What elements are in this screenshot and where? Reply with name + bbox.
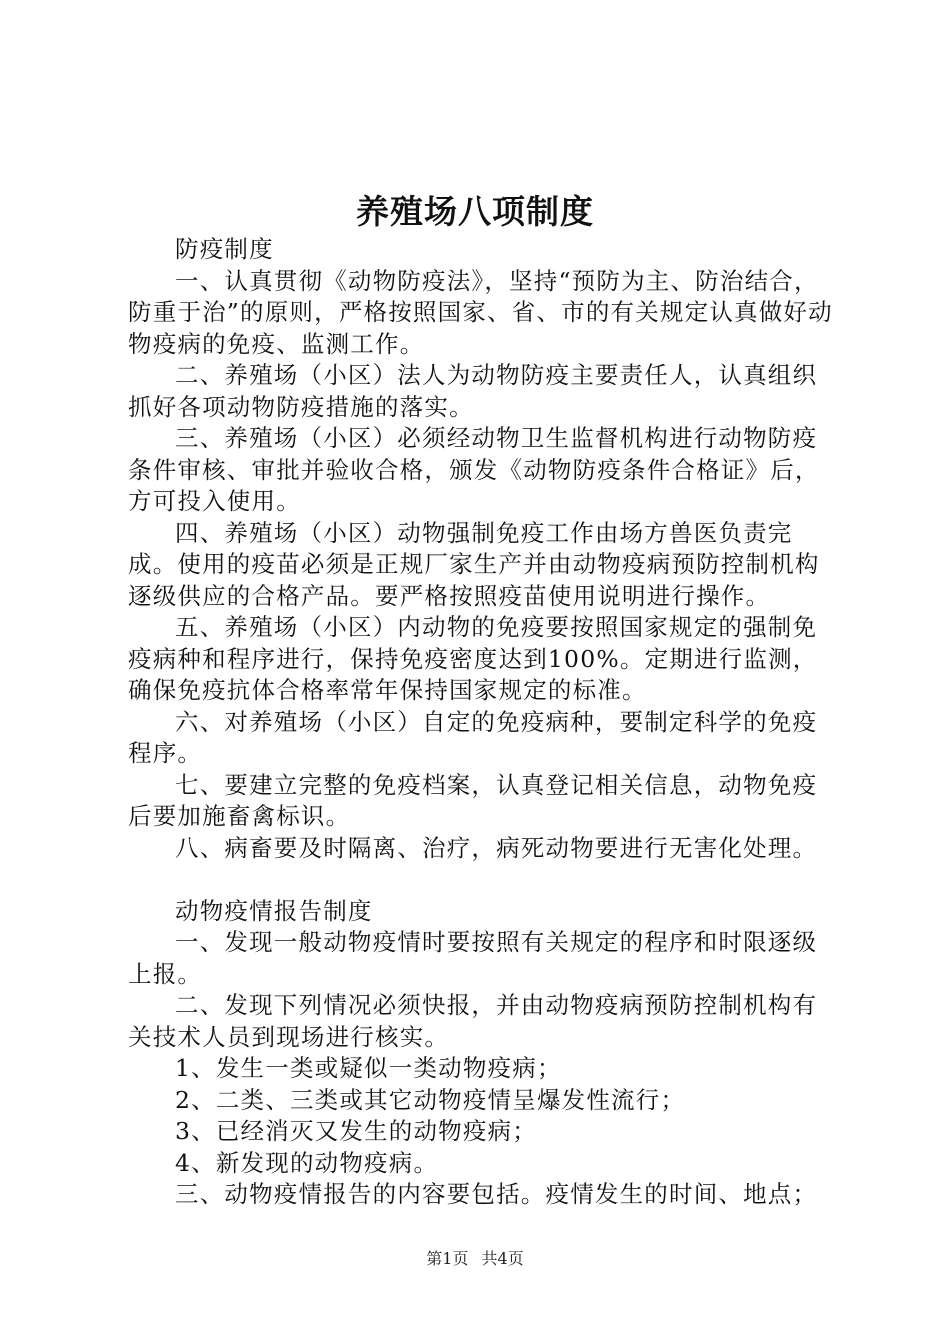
section-spacer xyxy=(128,864,833,896)
list-item: 3、已经消灭又发生的动物疫病； xyxy=(175,1117,537,1145)
paragraph: 二、发现下列情况必须快报，并由动物疫病预防控制机构有关技术人员到现场进行核实。 xyxy=(128,991,818,1051)
paragraph: 一、认真贯彻《动物防疫法》，坚持“预防为主、防治结合，防重于治”的原则，严格按照国家、省、市的有关规定认真做好动物疫病的免疫、监测工作。 xyxy=(128,266,833,358)
paragraph: 二、养殖场（小区）法人为动物防疫主要责任人，认真组织抓好各项动物防疫措施的落实。 xyxy=(128,361,818,421)
paragraph: 六、对养殖场（小区）自定的免疫病种，要制定科学的免疫程序。 xyxy=(128,707,818,767)
document-body xyxy=(128,234,833,1211)
section-heading: 动物疫情报告制度 xyxy=(175,896,373,925)
list-item: 2、二类、三类或其它动物疫情呈爆发性流行； xyxy=(175,1085,686,1114)
paragraph: 五、养殖场（小区）内动物的免疫要按照国家规定的强制免疫病种和程序进行，保持免疫密度达到100%。定期进行监测，确保免疫抗体合格率常年保持国家规定的标准。 xyxy=(128,613,818,704)
list-item: 1、发生一类或疑似一类动物疫病； xyxy=(175,1054,562,1082)
list-item: 4、新发现的动物疫病。 xyxy=(175,1148,439,1177)
paragraph: 八、病畜要及时隔离、治疗，病死动物要进行无害化处理。 xyxy=(175,833,818,862)
paragraph: 三、养殖场（小区）必须经动物卫生监督机构进行动物防疫条件审核、审批并验收合格，颁发《动物防疫条件合格证》后，方可投入使用。 xyxy=(128,424,820,515)
page-footer xyxy=(0,1246,950,1269)
page-total: 共4页 xyxy=(481,1249,524,1268)
section-heading: 防疫制度 xyxy=(175,235,274,263)
paragraph: 一、发现一般动物疫情时要按照有关规定的程序和时限逐级上报。 xyxy=(128,928,818,988)
paragraph: 三、动物疫情报告的内容要包括。疫情发生的时间、地点； xyxy=(175,1180,818,1208)
page-number: 第1页 xyxy=(426,1249,469,1268)
paragraph: 七、要建立完整的免疫档案，认真登记相关信息，动物免疫后要加施畜禽标识。 xyxy=(128,770,818,830)
paragraph: 四、养殖场（小区）动物强制免疫工作由场方兽医负责完成。使用的疫苗必须是正规厂家生产并由动物疫病预防控制机构逐级供应的合格产品。要严格按照疫苗使用说明进行操作。 xyxy=(128,518,820,610)
document-title: 养殖场八项制度 xyxy=(356,192,594,231)
